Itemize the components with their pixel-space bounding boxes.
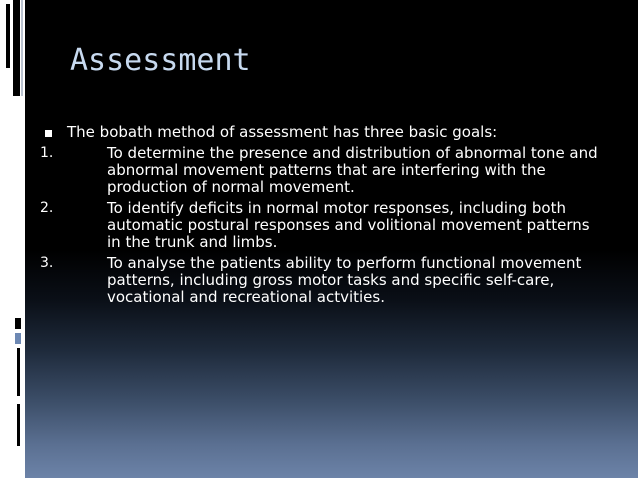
goal-item-1 [40, 145, 600, 196]
decorative-block-bottom-2 [15, 333, 21, 344]
decorative-bar-top-1 [6, 4, 10, 68]
goal-number: 3. [40, 255, 54, 271]
goal-number: 2. [40, 200, 54, 216]
intro-bullet [40, 124, 600, 141]
intro-text: The bobath method of assessment has three basic goals: [67, 123, 498, 141]
slide-title: Assessment [70, 43, 251, 78]
goal-item-3 [40, 255, 600, 306]
goal-text: To analyse the patients ability to perform functional movement patterns, including gross motor tasks and specific self-care, vocational and recreational actvities. [107, 254, 582, 306]
square-bullet-icon [45, 130, 52, 137]
goal-text: To identify deficits in normal motor responses, including both automatic postural responses and volitional movement patterns in the trunk and limbs. [107, 199, 590, 251]
decorative-block-bottom-1 [15, 318, 21, 329]
slide-content [40, 124, 600, 310]
decorative-block-bottom-4 [17, 404, 20, 446]
goal-number: 1. [40, 145, 54, 161]
decorative-bar-top-2 [13, 0, 20, 96]
decorative-bar-top-3 [21, 0, 23, 96]
decorative-left-strip [0, 0, 25, 478]
decorative-block-bottom-3 [17, 348, 20, 396]
goal-text: To determine the presence and distribution of abnormal tone and abnormal movement patterns that are interfering with the production of normal movement. [107, 144, 598, 196]
goal-item-2 [40, 200, 600, 251]
